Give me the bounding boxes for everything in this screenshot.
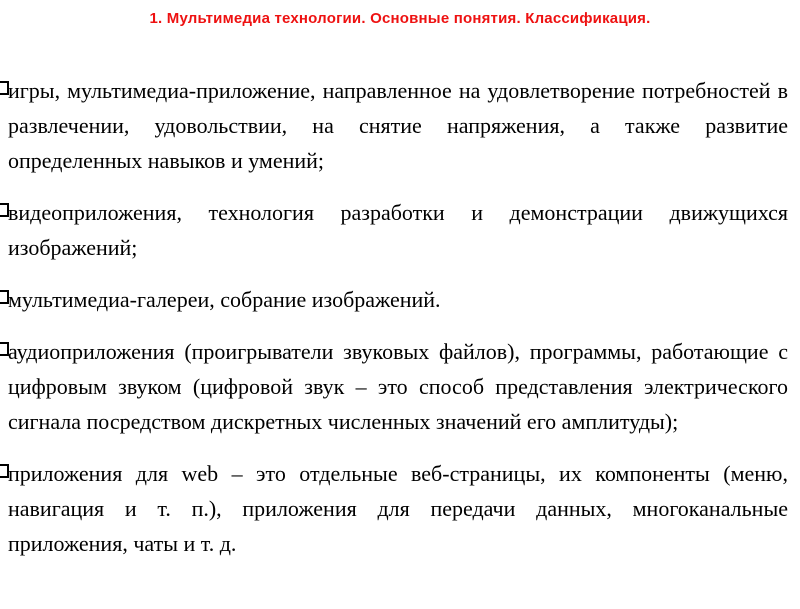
slide-body bbox=[8, 73, 788, 561]
bullet-item-text: видеоприложения, технология разработки и демонстрации движущихся изображений; bbox=[8, 200, 788, 260]
square-bullet-icon bbox=[0, 203, 9, 217]
square-bullet-icon bbox=[0, 81, 9, 95]
bullet-item-text: приложения для web – это отдельные веб-страницы, их компоненты (меню, навигация и т. п.), приложения для передачи данных, многоканальные приложения, чаты и т. д. bbox=[8, 461, 788, 556]
bullet-list bbox=[8, 73, 788, 561]
square-bullet-icon bbox=[0, 290, 9, 304]
bullet-item-text: аудиоприложения (проигрыватели звуковых файлов), программы, работающие с цифровым звуком (цифровой звук – это способ представления электрического сигнала посредством дискретных численных значений его амплитуды); bbox=[8, 339, 788, 434]
bullet-item-games bbox=[8, 73, 788, 178]
bullet-item-web bbox=[8, 456, 788, 561]
bullet-item-galleries bbox=[8, 282, 788, 317]
slide bbox=[0, 9, 800, 609]
slide-title: 1. Мультимедиа технологии. Основные понятия. Классификация. bbox=[149, 10, 651, 27]
bullet-item-text: мультимедиа-галереи, собрание изображений. bbox=[8, 287, 441, 312]
bullet-item-video bbox=[8, 195, 788, 265]
square-bullet-icon bbox=[0, 464, 9, 478]
bullet-item-audio bbox=[8, 334, 788, 439]
square-bullet-icon bbox=[0, 342, 9, 356]
bullet-item-text: игры, мультимедиа-приложение, направленное на удовлетворение потребностей в развлечении, удовольствии, на снятие напряжения, а также развитие определенных навыков и умений; bbox=[8, 78, 788, 173]
